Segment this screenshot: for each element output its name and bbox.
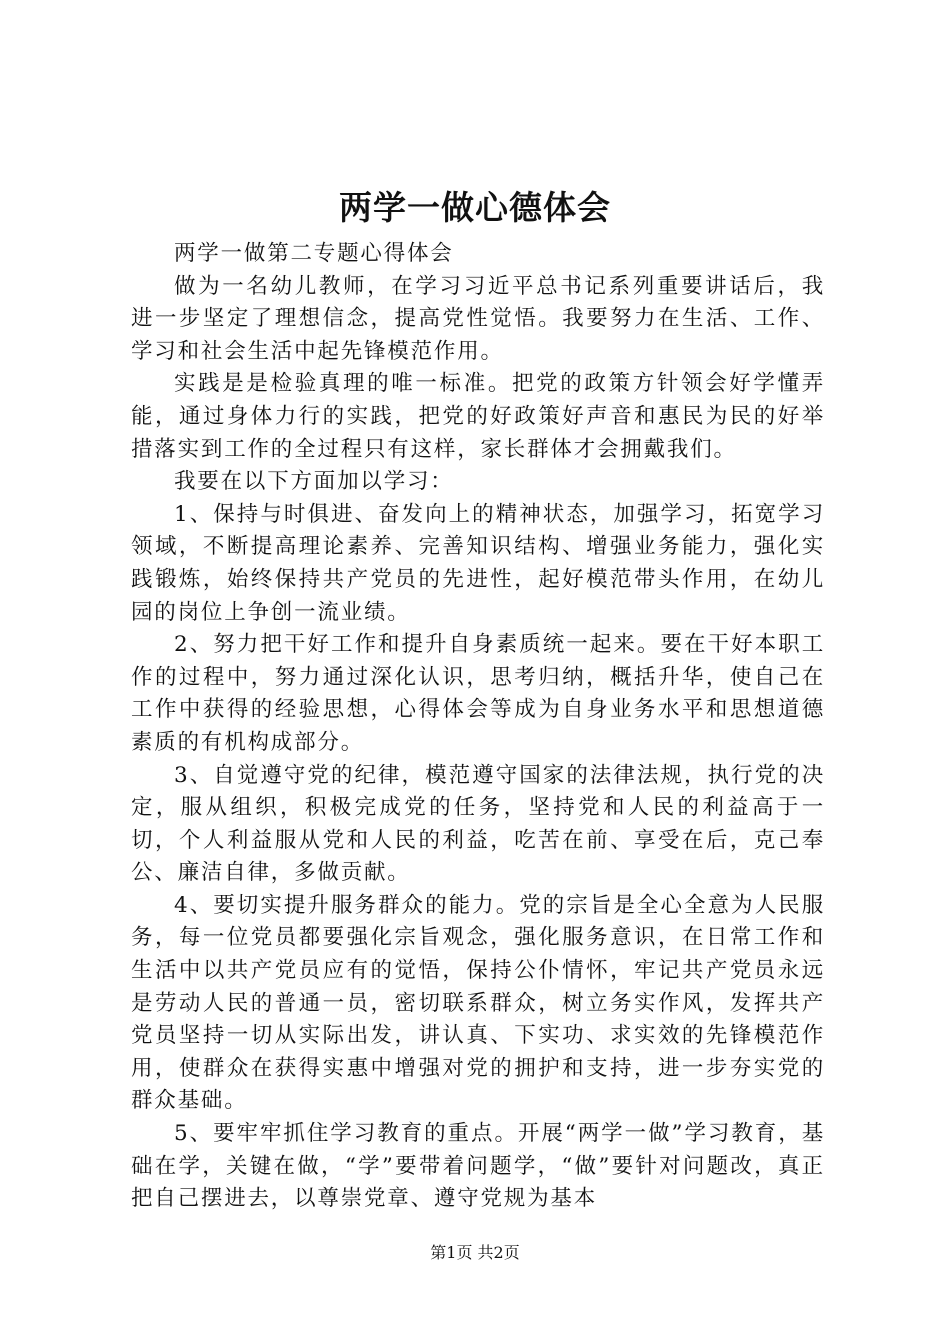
- list-item-5: 5、要牢牢抓住学习教育的重点。开展“两学一做”学习教育，基础在学，关键在做，“学”要带着问题学，“做”要针对问题改，真正把自己摆进去，以尊崇党章、遵守党规为基本: [131, 1121, 825, 1212]
- body-paragraph: 我要在以下方面加以学习：: [174, 469, 454, 495]
- document-title: 两学一做心德体会: [339, 188, 611, 227]
- subtitle-paragraph: 两学一做第二专题心得体会: [174, 241, 454, 266]
- body-paragraph: 做为一名幼儿教师，在学习习近平总书记系列重要讲话后，我进一步坚定了理想信念，提高党性觉悟。我要努力在生活、工作、学习和社会生活中起先锋模范作用。: [131, 273, 825, 364]
- list-item-2: 2、努力把干好工作和提升自身素质统一起来。要在干好本职工作的过程中，努力通过深化认识，思考归纳，概括升华，使自己在工作中获得的经验思想，心得体会等成为自身业务水平和思想道德素质的有机构成部分。: [131, 632, 825, 755]
- list-item-3: 3、自觉遵守党的纪律，模范遵守国家的法律法规，执行党的决定，服从组织，积极完成党的任务，坚持党和人民的利益高于一切，个人利益服从党和人民的利益，吃苦在前、享受在后，克己奉公、廉洁自律，多做贡献。: [131, 762, 825, 886]
- list-item-4: 4、要切实提升服务群众的能力。党的宗旨是全心全意为人民服务，每一位党员都要强化宗旨观念，强化服务意识，在日常工作和生活中以共产党员应有的觉悟，保持公仆情怀，牢记共产党员永远是劳动人民的普通一员，密切联系群众，树立务实作风，发挥共产党员坚持一切从实际出发，讲认真、下实功、求实效的先锋模范作用，使群众在获得实惠中增强对党的拥护和支持，进一步夯实党的群众基础。: [131, 892, 825, 1114]
- list-item-1: 1、保持与时俱进、奋发向上的精神状态，加强学习，拓宽学习领域，不断提高理论素养、完善知识结构、增强业务能力，强化实践锻炼，始终保持共产党员的先进性，起好模范带头作用，在幼儿园的岗位上争创一流业绩。: [131, 501, 825, 625]
- page-number-footer: 第1页 共2页: [430, 1243, 520, 1262]
- body-paragraph: 实践是是检验真理的唯一标准。把党的政策方针领会好学懂弄能，通过身体力行的实践，把党的好政策好声音和惠民为民的好举措落实到工作的全过程只有这样，家长群体才会拥戴我们。: [131, 371, 825, 462]
- document-body: [131, 238, 825, 1216]
